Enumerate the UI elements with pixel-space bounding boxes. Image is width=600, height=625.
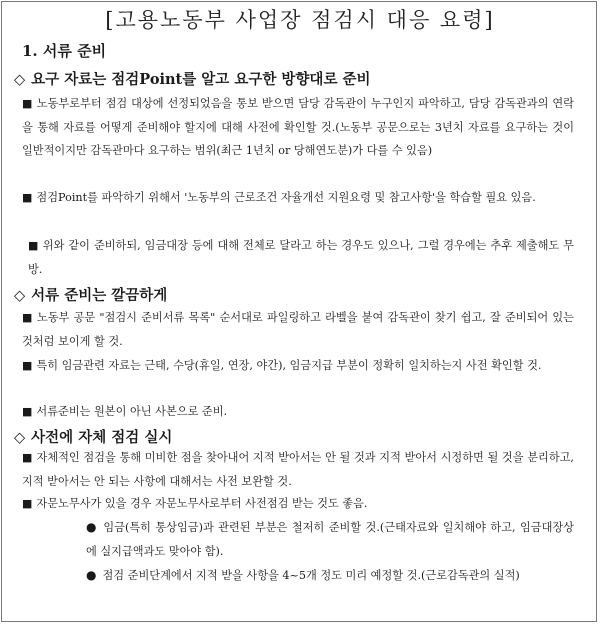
bullet-text: 점검 준비단계에서 지적 받을 사항을 4~5개 정도 미리 예정할 것.(근로감독관의 실적) <box>102 569 520 582</box>
paragraph-text: 위와 같이 준비하되, 임금대장 등에 대해 전체로 달라고 하는 경우도 있으나, 그럴 경우에는 추후 제출해도 무방. <box>28 239 574 276</box>
subheading-text: 서류 준비는 깔끔하게 <box>31 287 168 304</box>
document-title: [고용노동부 사업장 점검시 대응 요령] <box>105 8 495 32</box>
square-bullet-icon: ■ <box>22 97 33 110</box>
paragraph-text: 점검Point를 파악하기 위해서 '노동부의 근로조건 자율개선 지원요령 및 참고사항'을 학습할 필요 있음. <box>36 191 536 204</box>
subheading-text: 사전에 자체 점검 실시 <box>31 429 173 446</box>
square-bullet-icon: ■ <box>22 359 33 372</box>
circle-bullet-icon: ● <box>86 568 97 582</box>
diamond-bullet-icon: ◇ <box>14 287 26 304</box>
square-bullet-icon: ■ <box>22 451 33 464</box>
paragraph-text: 노동부 공문 "점검시 준비서류 목록" 순서대로 파일링하고 라벨을 붙여 감독관이 찾기 쉽고, 잘 준비되어 있는 것처럼 보이게 할 것. <box>22 311 574 348</box>
bullet-ordinary-wage <box>86 516 574 563</box>
paragraph-wage-check <box>22 354 574 378</box>
square-bullet-icon: ■ <box>28 239 39 252</box>
paragraph-inspection-point <box>22 186 574 210</box>
paragraph-text: 노동부로부터 점검 대상에 선정되었음을 통보 받으면 담당 감독관이 누구인지 파악하고, 담당 감독관과의 연락을 통해 자료를 어떻게 준비해야 할지에 대해 사전에 확인할 것.(노동부 공문으로는 3년치 자료를 요구하는 것이 일반적이지만 감독관마다 요구하는 범위(최근 1년치 or 당해연도분)가 다를 수 있음) <box>22 97 574 157</box>
paragraph-text: 자문노무사가 있을 경우 자문노무사로부터 사전점검 받는 것도 좋음. <box>36 497 368 510</box>
subheading-self-inspection <box>14 426 172 447</box>
subheading-text: 요구 자료는 점검Point를 알고 요구한 방향대로 준비 <box>31 71 371 88</box>
bullet-expected-findings <box>86 564 574 588</box>
square-bullet-icon: ■ <box>22 497 33 510</box>
paragraph-text: 특히 임금관련 자료는 근태, 수당(휴일, 연장, 야간), 임금지급 부분이 정확히 일치하는지 사전 확인할 것. <box>36 359 542 372</box>
paragraph-self-check <box>22 446 574 493</box>
paragraph-wage-ledger <box>28 234 574 281</box>
paragraph-labor-attorney <box>22 492 574 516</box>
bullet-text: 임금(특히 통상임금)과 관련된 부분은 철저히 준비할 것.(근태자료와 일치해야 하고, 임금대장상에 실지급액과도 맞아야 함). <box>86 521 574 558</box>
section-heading: 1. 서류 준비 <box>22 42 107 60</box>
paragraph-filing-order <box>22 306 574 353</box>
diamond-bullet-icon: ◇ <box>14 71 26 88</box>
square-bullet-icon: ■ <box>22 405 33 418</box>
paragraph-text: 서류준비는 원본이 아닌 사본으로 준비. <box>36 405 228 418</box>
circle-bullet-icon: ● <box>86 520 98 534</box>
square-bullet-icon: ■ <box>22 311 34 324</box>
paragraph-contact-inspector <box>22 92 574 163</box>
paragraph-copies <box>22 400 574 424</box>
subheading-requested-materials <box>14 68 371 89</box>
diamond-bullet-icon: ◇ <box>14 429 26 446</box>
paragraph-text: 자체적인 점검을 통해 미비한 점을 찾아내어 지적 받아서는 안 될 것과 지적 받아서 시정하면 될 것을 분리하고, 지적 받아서는 안 되는 사항에 대해서는 사전 보완할 것. <box>22 451 574 488</box>
square-bullet-icon: ■ <box>22 191 33 204</box>
subheading-tidy-documents <box>14 284 167 305</box>
